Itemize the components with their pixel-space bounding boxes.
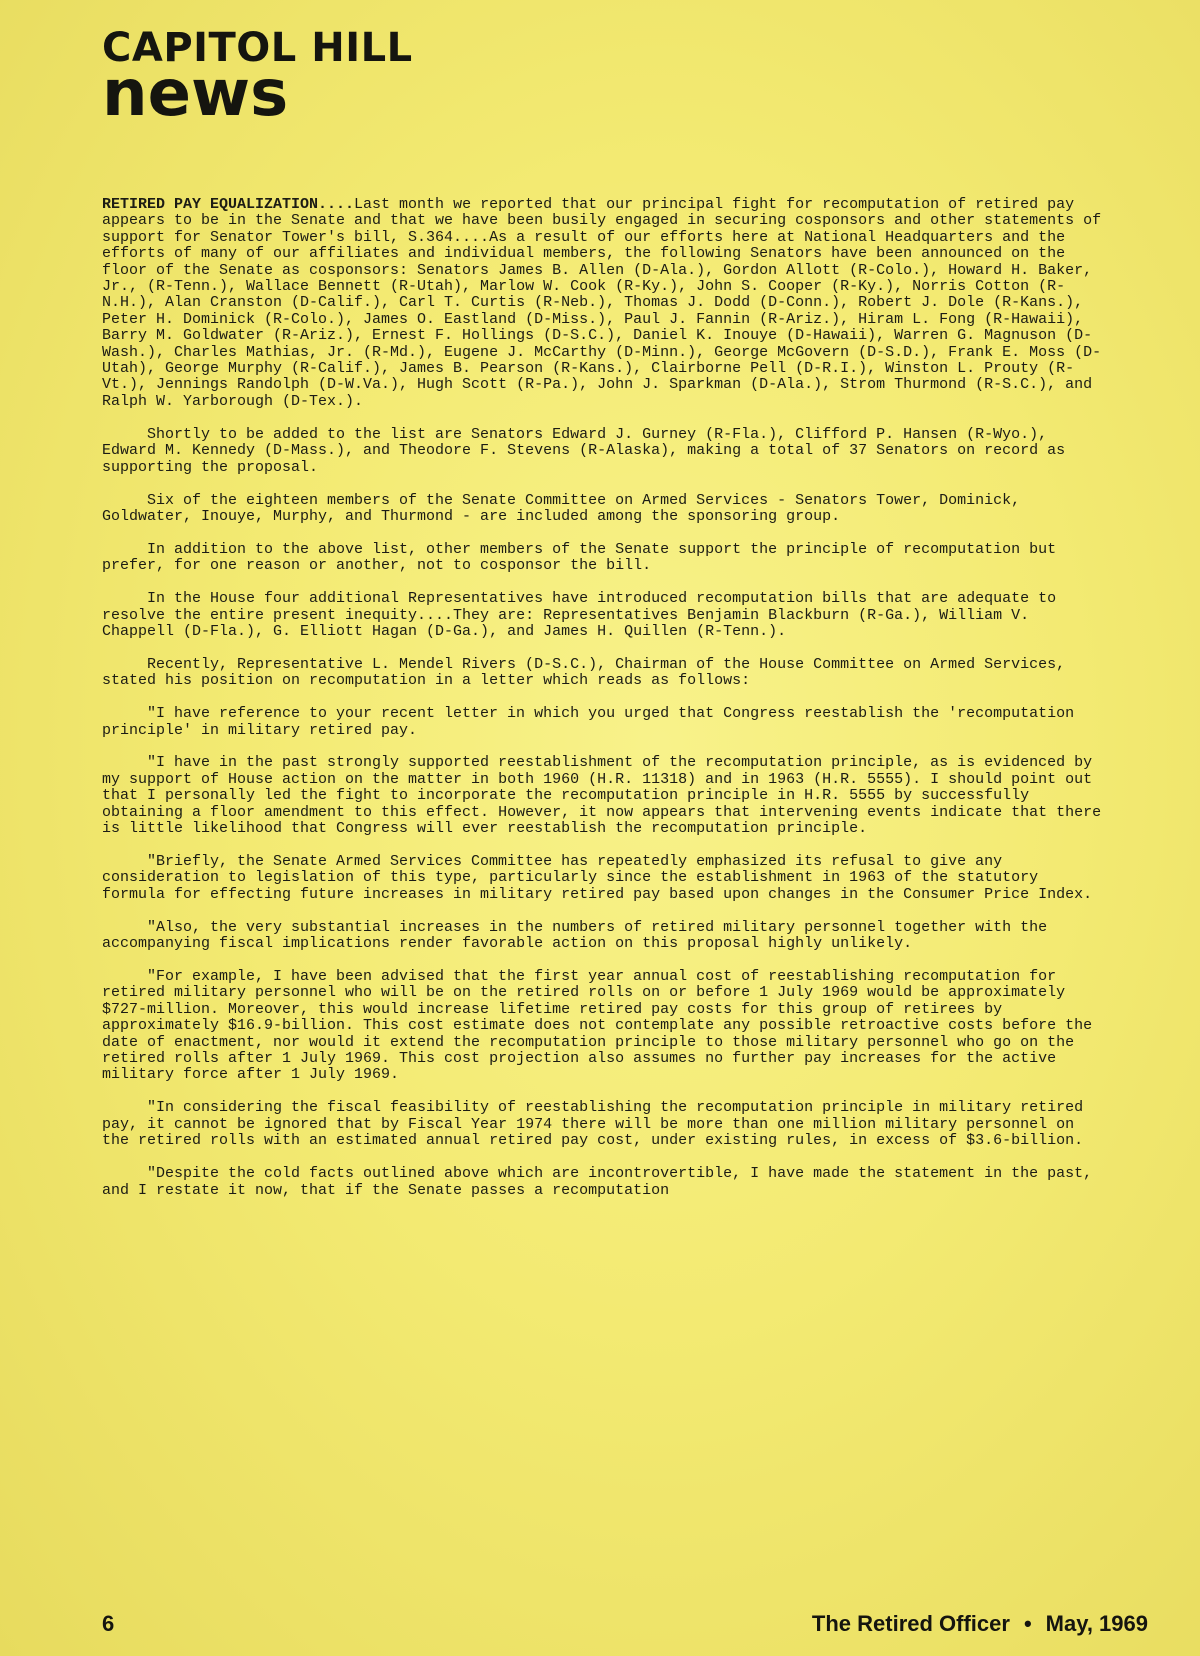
quoted-paragraph: "Despite the cold facts outlined above which are incontrovertible, I have made the statement in the past, and I restate it now, that if the Senate passes a recomputation	[102, 1165, 1093, 1199]
masthead	[102, 25, 413, 131]
quoted-paragraph: "I have reference to your recent letter in which you urged that Congress reestablish the 'recomputation principle' in military retired pay.	[102, 705, 1075, 739]
quoted-paragraph: "I have in the past strongly supported reestablishment of the recomputation principle, as is evidenced by my support of House action on the matter in both 1960 (H.R. 11318) and in 1963 (H.R. 5555). I should point out that I personally led the fight to incorporate the recomputation principle in H.R. 5555 by successfully obtaining a floor amendment to this effect. However, it now appears that intervening events indicate that there is little likelihood that Congress will ever reestablish the recomputation principle.	[102, 754, 1102, 838]
page-number: 6	[102, 1611, 115, 1636]
publication-name: The Retired Officer	[811, 1611, 1010, 1636]
article-body	[102, 197, 1106, 1215]
masthead-title-line2: news	[102, 57, 289, 131]
bullet-separator: •	[1023, 1611, 1032, 1636]
article-paragraph: Recently, Representative L. Mendel Rivers (D-S.C.), Chairman of the House Committee on Armed Services, stated his position on recomputation in a letter which reads as follows:	[102, 655, 1066, 690]
masthead-title-line1: CAPITOL HILL	[102, 25, 413, 71]
section-heading: RETIRED PAY EQUALIZATION....	[102, 196, 355, 213]
article-paragraph: Six of the eighteen members of the Senate Committee on Armed Services - Senators Tower, Dominick, Goldwater, Inouye, Murphy, and Thurmond - are included among the sponsoring group.	[102, 491, 1021, 525]
article-paragraph: Shortly to be added to the list are Senators Edward J. Gurney (R-Fla.), Clifford P. Hansen (R-Wyo.), Edward M. Kennedy (D-Mass.), and Theodore F. Stevens (R-Alaska), making a total of 37 Senators on record as supporting the proposal.	[102, 425, 1066, 476]
quoted-paragraph: "For example, I have been advised that the first year annual cost of reestablishing recomputation for retired military personnel who will be on the retired rolls on or before 1 July 1969 would be approximately $727-million. Moreover, this would increase lifetime retired pay costs for this group of retirees by approximately $16.9-billion. This cost estimate does not contemplate any possible retroactive costs before the date of enactment, nor would it extend the recomputation principle to those military personnel who go on the retired rolls after 1 July 1969. This cost projection also assumes no further pay increases for the active military force after 1 July 1969.	[102, 968, 1093, 1084]
article-paragraph: In the House four additional Representatives have introduced recomputation bills that are adequate to resolve the entire present inequity....They are: Representatives Benjamin Blackburn (R-Ga.), William V. Chappell (D-Fla.), G. Elliott Hagan (D-Ga.), and James H. Quillen (R-Tenn.).	[102, 590, 1057, 640]
quoted-paragraph: "In considering the fiscal feasibility of reestablishing the recomputation principle in military retired pay, it cannot be ignored that by Fiscal Year 1974 there will be more than one million military personnel on the retired rolls with an estimated annual retired pay cost, under existing rules, in excess of $3.6-billion.	[102, 1099, 1084, 1150]
page-footer	[102, 1611, 1148, 1639]
publication-line	[812, 1611, 1148, 1637]
article-paragraph: In addition to the above list, other members of the Senate support the principle of recomputation but prefer, for one reason or another, not to cosponsor the bill.	[102, 540, 1057, 575]
article-paragraph-lead	[102, 197, 1106, 410]
paragraph-text: Last month we reported that our principal fight for recomputation of retired pay appears to be in the Senate and that we have been busily engaged in securing cosponsors and other statements of support for Senator Tower's bill, S.364....As a result of our efforts here at National Headquarters and the efforts of many of our affiliates and individual members, the following Senators have been announced on the floor of the Senate as cosponsors: Senators James B. Allen (D-Ala.), Gordon Allott (R-Colo.), Howard H. Baker, Jr., (R-Tenn.), Wallace Bennett (R-Utah), Marlow W. Cook (R-Ky.), John S. Cooper (R-Ky.), Norris Cotton (R-N.H.), Alan Cranston (D-Calif.), Carl T. Curtis (R-Neb.), Thomas J. Dodd (D-Conn.), Robert J. Dole (R-Kans.), Peter H. Dominick (R-Colo.), James O. Eastland (D-Miss.), Paul J. Fannin (R-Ariz.), Hiram L. Fong (R-Hawaii), Barry M. Goldwater (R-Ariz.), Ernest F. Hollings (D-S.C.), Daniel K. Inouye (D-Hawaii), Warren G. Magnuson (D-Wash.), Charles Mathias, Jr. (R-Md.), Eugene J. McCarthy (D-Minn.), George McGovern (D-S.D.), Frank E. Moss (D-Utah), George Murphy (R-Calif.), James B. Pearson (R-Kans.), Clairborne Pell (D-R.I.), Winston L. Prouty (R-Vt.), Jennings Randolph (D-W.Va.), Hugh Scott (R-Pa.), John J. Sparkman (D-Ala.), Strom Thurmond (R-S.C.), and Ralph W. Yarborough (D-Tex.).	[102, 196, 1102, 410]
issue-date: May, 1969	[1045, 1611, 1148, 1636]
quoted-paragraph: "Also, the very substantial increases in the numbers of retired military personnel together with the accompanying fiscal implications render favorable action on this proposal highly unlikely.	[102, 918, 1048, 953]
quoted-paragraph: "Briefly, the Senate Armed Services Committee has repeatedly emphasized its refusal to give any consideration to legislation of this type, particularly since the establishment in 1963 of the statutory formula for effecting future increases in military retired pay based upon changes in the Consumer Price Index.	[102, 853, 1093, 903]
